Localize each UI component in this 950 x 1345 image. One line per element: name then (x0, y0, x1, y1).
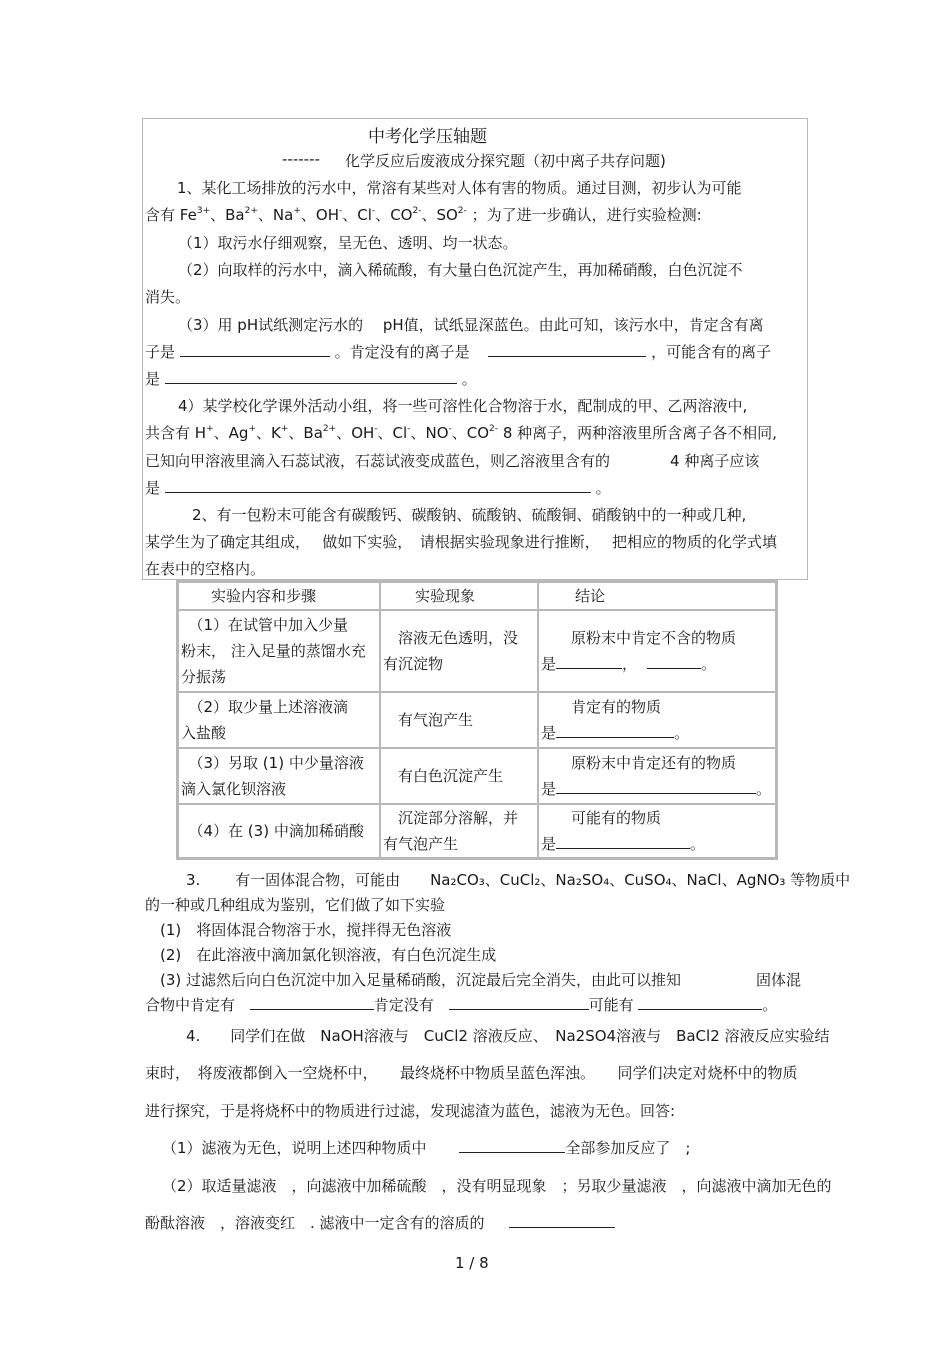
row2-step-line1: （2）取少量上述溶液滴 (181, 698, 349, 716)
row4-phenomenon (380, 804, 538, 859)
row3-concl-prefix: 是 (541, 780, 557, 798)
ion-charge: + (206, 424, 214, 434)
table-row (178, 692, 777, 748)
ion-symbol: H (194, 424, 207, 442)
ion-symbol: OH (315, 206, 339, 224)
table-row (178, 748, 777, 804)
row4-step (178, 804, 381, 859)
ion-charge: + (280, 424, 289, 434)
row4-concl-end: 。 (690, 835, 706, 853)
row1-concl-line2 (541, 651, 773, 677)
row1-step-line2: 粉末， 注入足量的蒸馏水充 (181, 642, 366, 660)
row1-phen-line2: 有沉淀物 (383, 655, 444, 673)
ion-charge: + (248, 424, 256, 434)
answer-blank-possibly-contained[interactable] (556, 834, 690, 849)
q1b-line4-text: 是 (145, 479, 161, 497)
q1b-prefix: 共含有 (145, 424, 191, 442)
ion-symbol: Cl (392, 424, 408, 442)
row4-phen-line1: 沉淀部分溶解，并 (383, 809, 519, 827)
ion-symbol: Ba (303, 424, 323, 442)
answer-blank-not-contained-2[interactable] (647, 654, 701, 669)
ion-symbol: CO (466, 424, 490, 442)
q4-part2b (145, 1212, 615, 1233)
q3-line1: 3. 有一固体混合物，可能由 Na₂CO₃、CuCl₂、Na₂SO₄、CuSO₄、NaCl、AgNO₃ 等物质中 (186, 871, 851, 889)
ion-charge: 2+ (322, 424, 337, 434)
row1-conclusion (538, 610, 777, 692)
answer-blank-definite-ions[interactable] (180, 342, 330, 357)
experiment-table (176, 580, 778, 860)
q1-ions-line (145, 204, 702, 225)
q4-part2b-text: 酚酞溶液 ，溶液变红 . 滤液中一定含有的溶质的 (145, 1214, 485, 1232)
ion-symbol: Fe (179, 206, 197, 224)
header-phenomenon-label: 实验现象 (415, 587, 476, 605)
q3-answer-end: 。 (762, 996, 778, 1014)
ion-symbol: Cl (357, 206, 372, 224)
ion-charge: 2- (412, 206, 422, 216)
row1-step-line3: 分振荡 (181, 668, 227, 686)
subtitle-dash: ------- (282, 150, 320, 168)
ion-symbol: Ba (225, 206, 245, 224)
row1-step-line1: （1）在试管中加入少量 (181, 616, 349, 634)
q1-step1: （1）取污水仔细观察，呈无色、透明、均一状态。 (178, 234, 518, 252)
q1b-line1: 4）某学校化学课外活动小组，将一些可溶性化合物溶于水，配制成的甲、乙两溶液中, (178, 397, 748, 415)
q4-line3: 进行探究，于是将烧杯中的物质进行过滤，发现滤渣为蓝色，滤液为无色。回答: (145, 1102, 676, 1120)
q1-step3b-text3: ，可能含有的离子 (651, 343, 772, 361)
row4-phen-line2: 有气泡产生 (383, 835, 459, 853)
answer-blank-q3-possible[interactable] (638, 995, 762, 1010)
ion-charge: 2+ (244, 206, 258, 216)
row3-step-line1: （3）另取 (1) 中少量溶液 (181, 754, 364, 772)
q2-line3: 在表中的空格内。 (145, 560, 266, 578)
answer-blank-not-contained-1[interactable] (556, 654, 622, 669)
q4-line2: 束时， 将废液都倒入一空烧杯中， 最终烧杯中物质呈蓝色浑浊。 同学们决定对烧杯中的物质 (145, 1064, 798, 1082)
row1-step (178, 610, 381, 692)
ion-symbol: Na (272, 206, 294, 224)
ion-charge: - (407, 424, 411, 434)
row2-conclusion (538, 692, 777, 748)
q1-step2a: （2）向取样的污水中，滴入稀硫酸，有大量白色沉淀产生，再加稀硝酸，白色沉淀不 (178, 261, 743, 279)
q1-prefix: 含有 (145, 206, 176, 224)
row3-step (178, 748, 381, 804)
ion-charge: - (374, 424, 378, 434)
row4-concl-line2 (541, 831, 773, 857)
q4-part1 (162, 1137, 690, 1158)
q1-step3b (145, 341, 771, 362)
ion-charge: - (339, 206, 343, 216)
q1-line1: 1、某化工场排放的污水中，常溶有某些对人体有害的物质。通过目测，初步认为可能 (177, 179, 742, 197)
q1b-line4-end: 。 (595, 479, 611, 497)
q4-part1-end: 全部参加反应了 ; (565, 1139, 691, 1157)
answer-blank-q4-reacted[interactable] (459, 1138, 565, 1153)
q1b-ion-list: H+、Ag+、K+、$Ba^{2+}$、OH-、Cl-、NO-、$CO^{2-}$ (194, 424, 499, 442)
row3-concl-end: 。 (756, 780, 772, 798)
q2-line1: 2、有一包粉末可能含有碳酸钙、碳酸钠、硫酸钠、硫酸铜、硝酸钠中的一种或几种, (192, 506, 747, 524)
ion-symbol: CO (390, 206, 413, 224)
q1b-ions-line (145, 422, 777, 443)
answer-blank-q3-absent[interactable] (449, 995, 589, 1010)
header-conclusion-label: 结论 (575, 587, 606, 605)
row2-concl-end: 。 (674, 724, 690, 742)
q1-suffix: ；为了进一步确认，进行实验检测: (471, 206, 702, 224)
row1-concl-comma: ， (622, 655, 638, 673)
q3-definite-label: 合物中肯定有 (145, 996, 236, 1014)
q1-step3c-end: 。 (461, 370, 477, 388)
table-row (178, 804, 777, 859)
answer-blank-definitely-contained[interactable] (556, 723, 674, 738)
ion-charge: 2- (457, 206, 467, 216)
ion-symbol: Ag (228, 424, 249, 442)
row3-phen-line1: 有白色沉淀产生 (383, 767, 504, 785)
row4-conclusion (538, 804, 777, 859)
q1b-line3: 已知向甲溶液里滴入石蕊试液，石蕊试液变成蓝色，则乙溶液里含有的 4 种离子应该 (145, 452, 760, 470)
q1-step3b-text1: 子是 (145, 343, 176, 361)
row2-concl-line1: 肯定有的物质 (541, 698, 662, 716)
q3-answer-line (145, 994, 777, 1015)
answer-blank-q3-definite[interactable] (250, 995, 374, 1010)
ion-symbol: K (271, 424, 281, 442)
row4-concl-prefix: 是 (541, 835, 557, 853)
q3-absent-label: 肯定没有 (373, 996, 434, 1014)
q1-step2b: 消失。 (145, 288, 191, 306)
ion-charge: - (371, 206, 376, 216)
page-subtitle: 化学反应后废液成分探究题（初中离子共存问题) (345, 152, 666, 170)
row1-concl-line1: 原粉末中肯定不含的物质 (541, 629, 737, 647)
q3-line2: 的一种或几种组成为鉴别，它们做了如下实验 (145, 896, 446, 914)
row1-concl-end: 。 (701, 655, 717, 673)
row3-conclusion (538, 748, 777, 804)
row1-phen-line1: 溶液无色透明，没 (383, 629, 519, 647)
ion-charge: + (293, 206, 301, 216)
answer-blank-absent-ions[interactable] (488, 342, 646, 357)
table-header-phenomenon (380, 582, 538, 611)
q2-line2: 某学生为了确定其组成， 做如下实验， 请根据实验现象进行推断， 把相应的物质的化学式填 (145, 533, 778, 551)
row2-phenomenon (380, 692, 538, 748)
answer-blank-q4-solute[interactable] (509, 1213, 615, 1228)
q1-step3b-text2: 。肯定没有的离子是 (334, 343, 470, 361)
row3-concl-line1: 原粉末中肯定还有的物质 (541, 754, 737, 772)
page-number: 1 / 8 (455, 1254, 489, 1272)
table-row (178, 610, 777, 692)
row2-concl-line2 (541, 720, 773, 746)
q1-ion-list: $Fe^{3+}$、$Ba^{2+}$、Na+、OH-、Cl-、$CO^{2-}$、$SO^{2-}$ (179, 206, 467, 224)
row3-phenomenon (380, 748, 538, 804)
table-header-conclusion (538, 582, 777, 611)
row1-concl-prefix: 是 (541, 655, 557, 673)
row3-concl-line2 (541, 776, 773, 802)
ion-symbol: SO (436, 206, 458, 224)
table-header-step (178, 582, 381, 611)
ion-symbol: OH (351, 424, 375, 442)
page-title: 中考化学压轴题 (368, 127, 487, 147)
answer-blank-solution-b-ions[interactable] (165, 478, 591, 493)
q1b-suffix: 8 种离子，两种溶液里所含离子各不相同, (502, 424, 777, 442)
q4-line1: 4. 同学们在做 NaOH溶液与 CuCl2 溶液反应、 Na2SO4溶液与 BaCl2 溶液反应实验结 (186, 1027, 830, 1045)
row2-step (178, 692, 381, 748)
row2-concl-prefix: 是 (541, 724, 557, 742)
header-step-label: 实验内容和步骤 (211, 587, 317, 605)
q4-part2a: （2）取适量滤液 ，向滤液中加稀硫酸 ，没有明显现象 ；另取少量滤液 ，向滤液中滴加无色的 (162, 1177, 832, 1195)
q3-step2: (2) 在此溶液中滴加氯化钡溶液，有白色沉淀生成 (160, 946, 497, 964)
q4-part1-text: （1）滤液为无色，说明上述四种物质中 (162, 1139, 427, 1157)
q3-step3: (3) 过滤然后向白色沉淀中加入足量稀硝酸，沉淀最后完全消失，由此可以推知 固体混 (160, 971, 802, 989)
q1-step3c-text: 是 (145, 370, 161, 388)
row1-phenomenon (380, 610, 538, 692)
q1b-line4 (145, 477, 611, 498)
ion-charge: - (448, 424, 452, 434)
row2-step-line2: 入盐酸 (181, 724, 227, 742)
table-header-row (178, 582, 777, 611)
ion-charge: 2- (489, 424, 499, 434)
q1-step3a: （3）用 pH试纸测定污水的 pH值，试纸显深蓝色。由此可知，该污水中，肯定含有离 (178, 316, 764, 334)
answer-blank-possible-ions[interactable] (165, 369, 457, 384)
answer-blank-also-contained[interactable] (556, 779, 756, 794)
q3-step1: (1) 将固体混合物溶于水，搅拌得无色溶液 (160, 921, 452, 939)
ion-charge: 3+ (196, 206, 211, 216)
row4-concl-line1: 可能有的物质 (541, 809, 662, 827)
row2-phen-line1: 有气泡产生 (383, 711, 474, 729)
row4-step-line1: （4）在 (3) 中滴加稀硝酸 (181, 822, 364, 840)
ion-symbol: NO (425, 424, 449, 442)
q3-possible-label: 可能有 (588, 996, 634, 1014)
row3-step-line2: 滴入氯化钡溶液 (181, 780, 287, 798)
q1-step3c (145, 368, 477, 389)
